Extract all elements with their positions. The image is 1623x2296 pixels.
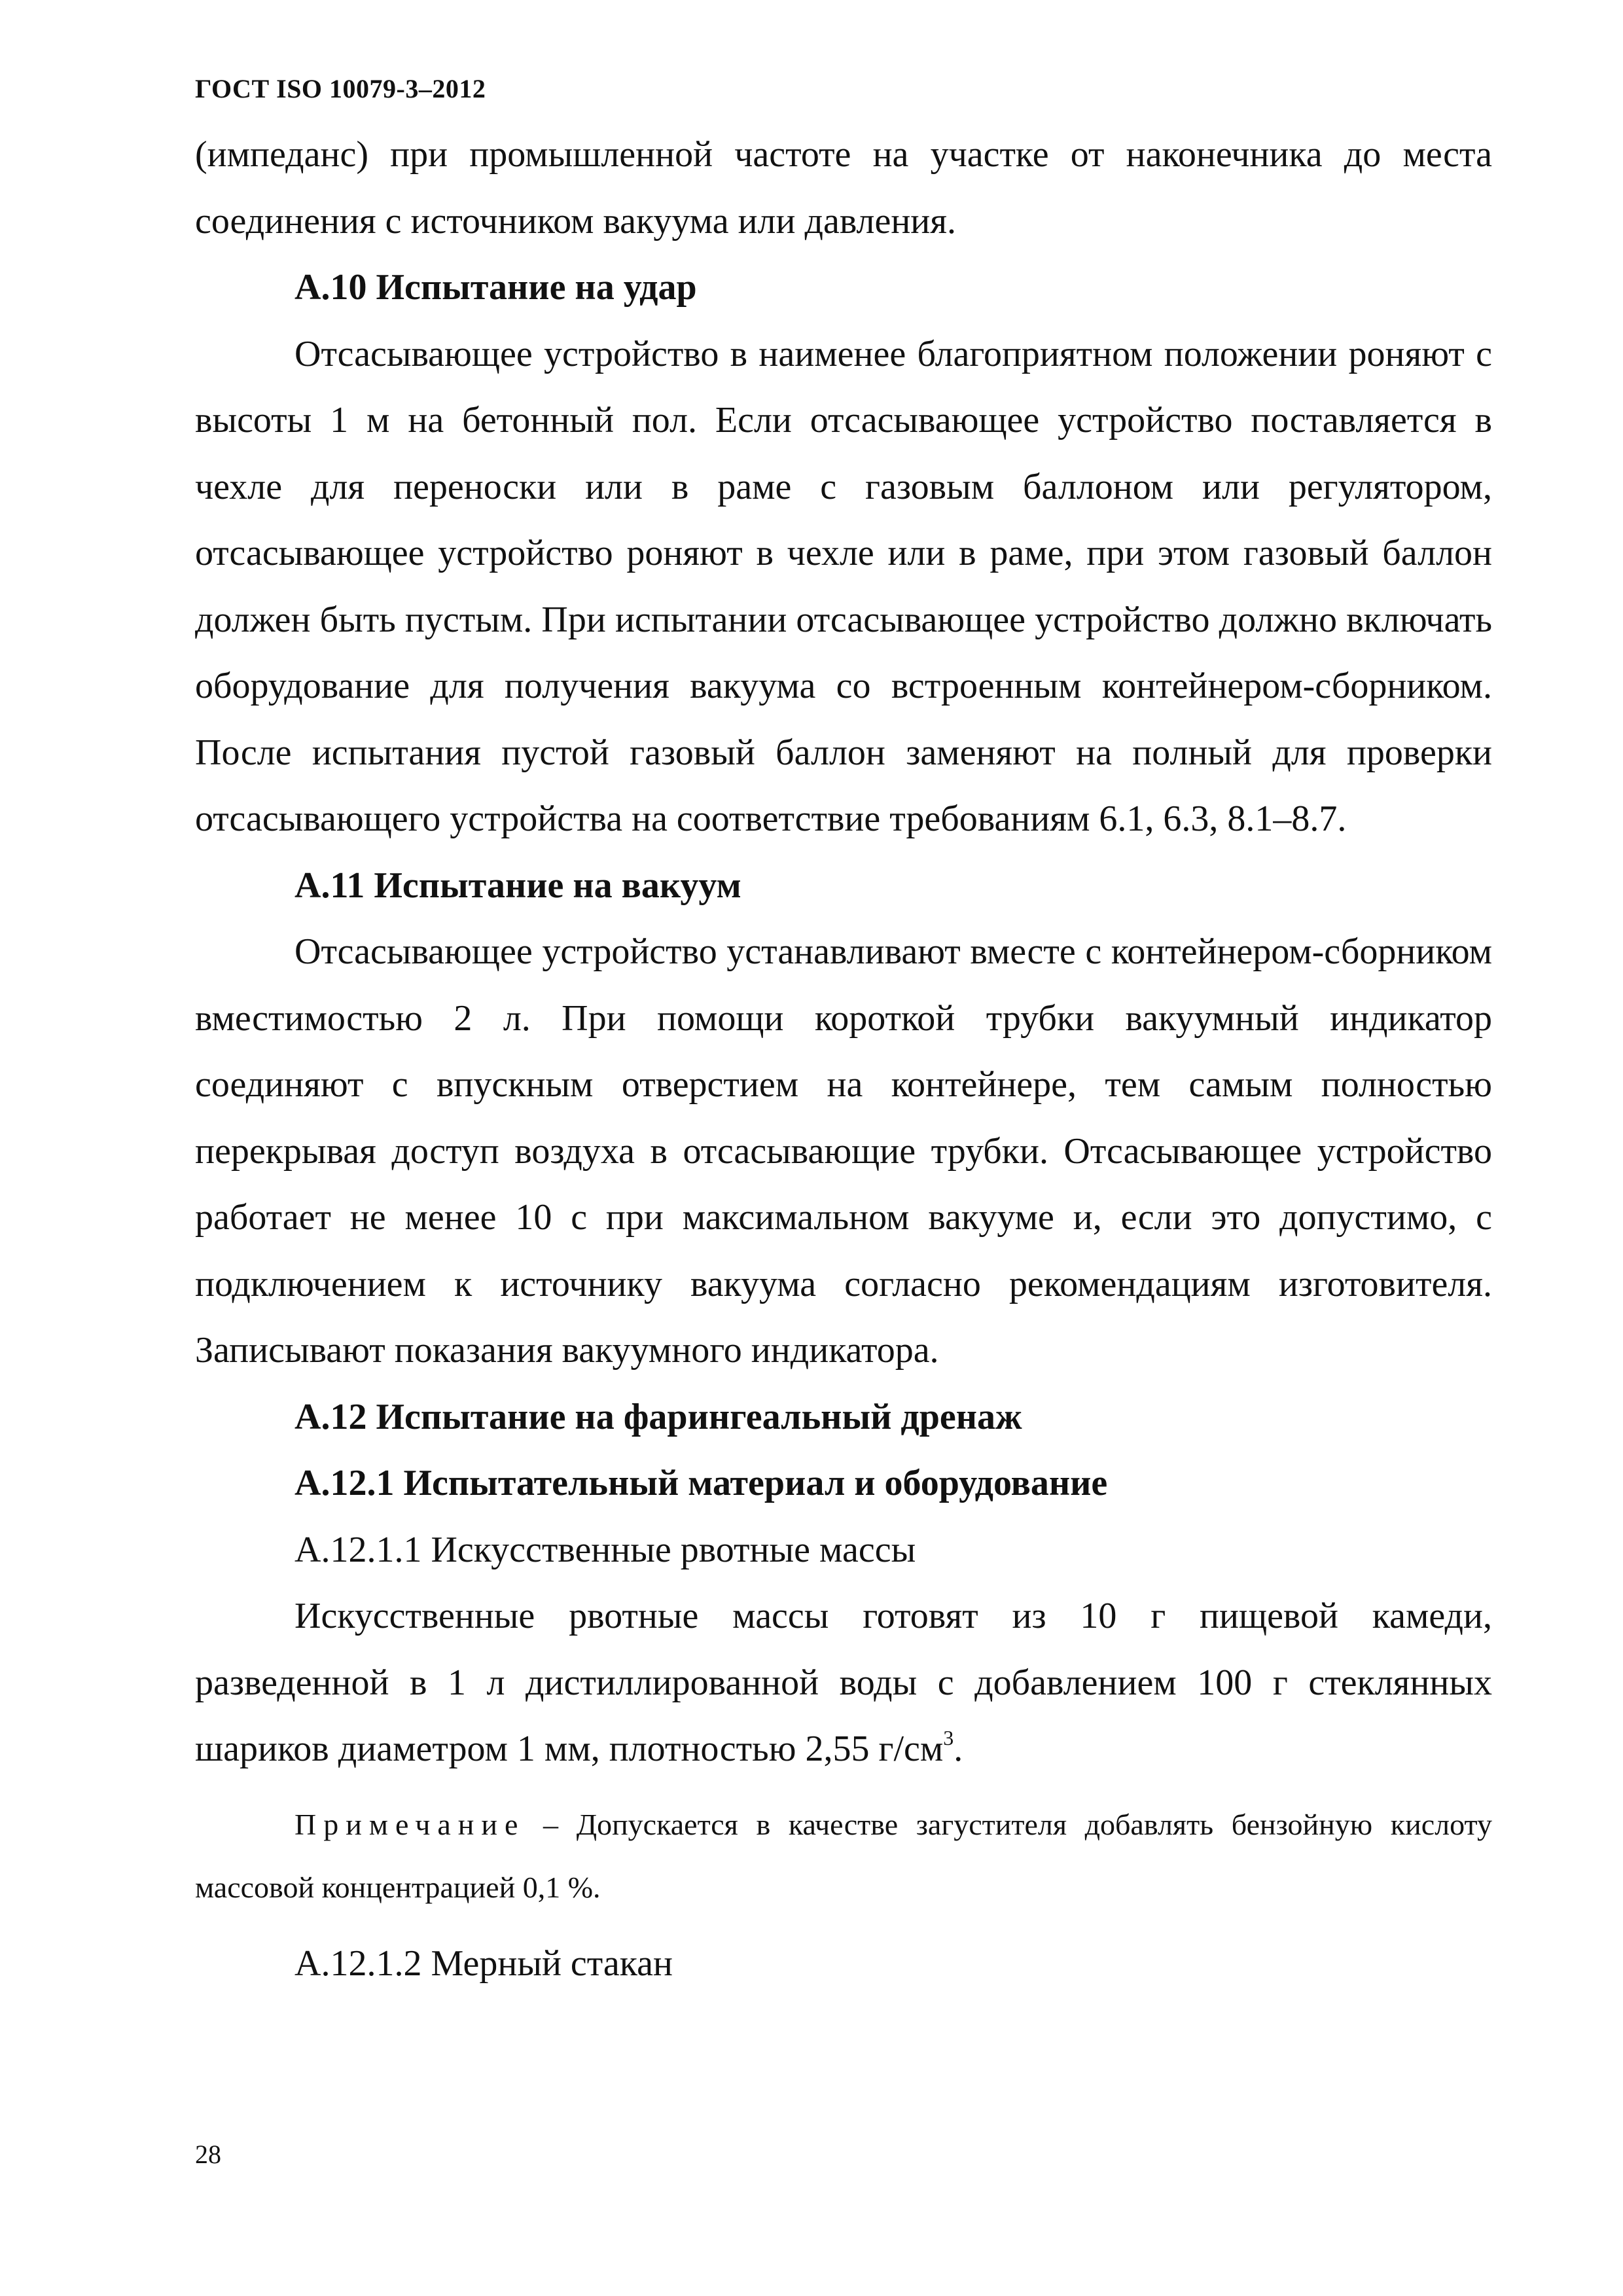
superscript-cube: 3 [943, 1726, 954, 1749]
section-a12-1-1-text-end: . [954, 1729, 963, 1769]
section-a10-paragraph: Отсасывающее устройство в наименее благоприятном положении роняют с высоты 1 м на бетонный пол. Если отсасывающее устройство поставляется в чехле для переноски или в раме с газовым баллоном или регулятором, отсасывающее устройство роняют в чехле или в раме, при этом газовый баллон должен быть пустым. При испытании отсасывающее устройство должно включать оборудование для получения вакуума со встроенным контейнером-сборником. После испытания пустой газовый баллон заменяют на полный для проверки отсасывающего устройства на соответствие требованиям 6.1, 6.3, 8.1–8.7. [195, 333, 1492, 839]
document-code-header: ГОСТ ISO 10079-3–2012 [195, 74, 486, 103]
note-text: – Допускается в качестве загустителя добавлять бензойную кислоту массовой концентрацией 0,1 %. [195, 1807, 1492, 1904]
note-label: Примечание [294, 1807, 526, 1841]
section-a12-1-1-title: А.12.1.1 Искусственные рвотные массы [294, 1529, 916, 1570]
note-paragraph [195, 1793, 1492, 1919]
page-number: 28 [195, 2140, 221, 2169]
section-a12-1-heading: А.12.1 Испытательный материал и оборудование [294, 1463, 1108, 1503]
section-a10-heading: А.10 Испытание на удар [294, 267, 697, 308]
continuation-paragraph: (импеданс) при промышленной частоте на участке от наконечника до места соединения с источником вакуума или давления. [195, 134, 1492, 242]
section-a12-1-1-text: Искусственные рвотные массы готовят из 10 г пищевой камеди, разведенной в 1 л дистиллированной воды с добавлением 100 г стеклянных шариков диаметром 1 мм, плотностью 2,55 г/см [195, 1596, 1492, 1769]
section-a11-heading: А.11 Испытание на вакуум [294, 865, 741, 906]
section-a11-paragraph: Отсасывающее устройство устанавливают вместе с контейнером-сборником вместимостью 2 л. При помощи короткой трубки вакуумный индикатор соединяют с впускным отверстием на контейнере, тем самым полностью перекрывая доступ воздуха в отсасывающие трубки. Отсасывающее устройство работает не менее 10 с при максимальном вакууме и, если это допустимо, с подключением к источнику вакуума согласно рекомендациям изготовителя. Записывают показания вакуумного индикатора. [195, 931, 1492, 1371]
section-a12-1-2-title: А.12.1.2 Мерный стакан [294, 1943, 673, 1984]
section-a12-heading: А.12 Испытание на фарингеальный дренаж [294, 1396, 1022, 1437]
document-body [195, 122, 1492, 1997]
section-a12-1-1-paragraph [195, 1583, 1492, 1783]
